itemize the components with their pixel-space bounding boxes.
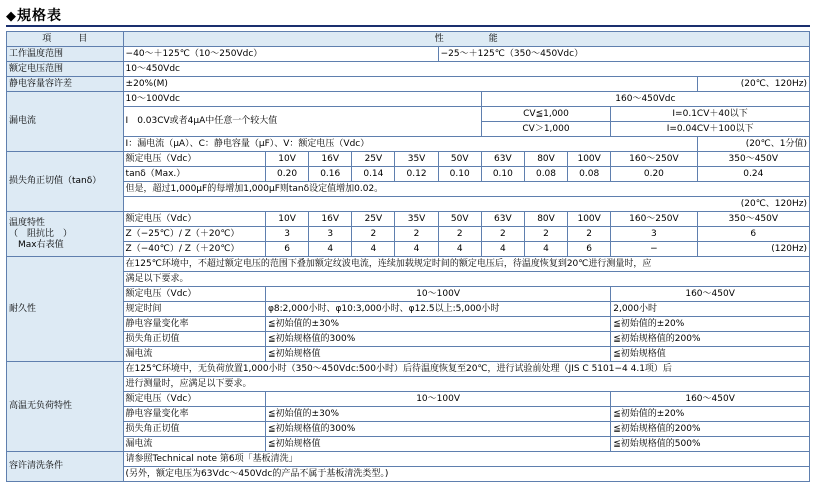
table-row bbox=[7, 317, 810, 332]
tand-value-1: 0.16 bbox=[309, 167, 352, 182]
tand-value-7: 0.08 bbox=[568, 167, 611, 182]
tand-voltage-3: 35V bbox=[395, 152, 438, 167]
table-header-row bbox=[7, 32, 810, 47]
temp-char-voltage-label: 额定电压（Vdc） bbox=[123, 212, 265, 227]
table-row bbox=[7, 227, 810, 242]
table-row bbox=[7, 92, 810, 107]
temp-char-z40-4: 4 bbox=[438, 242, 481, 257]
temp-char-voltage-4: 50V bbox=[438, 212, 481, 227]
endurance-cap-change-b: ≦初始值的±20% bbox=[611, 317, 810, 332]
cap-tolerance-value: ±20%(M) bbox=[123, 77, 697, 92]
operating-temp-value-1: −40～＋125℃（10～250Vdc） bbox=[123, 47, 438, 62]
leakage-cv-gt-1000: CV＞1,000 bbox=[481, 122, 610, 137]
temp-char-z25-4: 2 bbox=[438, 227, 481, 242]
tand-voltage-5: 63V bbox=[481, 152, 524, 167]
leakage-formula-1: Ⅰ=0.1CV＋40以下 bbox=[611, 107, 810, 122]
high-temp-leakage-label: 漏电流 bbox=[123, 437, 265, 452]
temp-char-z40-2: 4 bbox=[352, 242, 395, 257]
tand-voltage-6: 80V bbox=[524, 152, 567, 167]
table-row bbox=[7, 197, 810, 212]
header-item: 項 目 bbox=[7, 32, 124, 47]
endurance-leakage-b: ≦初始规格值 bbox=[611, 347, 810, 362]
leakage-condition-a: Ⅰ 0.03CV或者4μA中任意一个较大值 bbox=[123, 107, 481, 137]
temp-char-z40-5: 4 bbox=[481, 242, 524, 257]
temp-char-z40-label: Z（−40℃）/ Z（＋20℃） bbox=[123, 242, 265, 257]
table-row bbox=[7, 287, 810, 302]
endurance-tand-a: ≦初始规格值的300% bbox=[265, 332, 610, 347]
table-row bbox=[7, 137, 810, 152]
tand-value-3: 0.12 bbox=[395, 167, 438, 182]
table-row bbox=[7, 47, 810, 62]
leakage-legend: Ⅰ：漏电流（μA）、C：静电容量（μF）、V：额定电压（Vdc） bbox=[123, 137, 697, 152]
row-label-operating-temp: 工作温度范围 bbox=[7, 47, 124, 62]
row-label-high-temp-no-load: 高温无负荷特性 bbox=[7, 362, 124, 452]
tand-voltage-8: 160～250V bbox=[611, 152, 697, 167]
table-row bbox=[7, 302, 810, 317]
row-label-tand: 损失角正切值（tanδ） bbox=[7, 152, 124, 212]
endurance-leakage-label: 漏电流 bbox=[123, 347, 265, 362]
temp-char-z25-1: 3 bbox=[309, 227, 352, 242]
temp-char-voltage-0: 10V bbox=[265, 212, 308, 227]
tand-voltage-9: 350～450V bbox=[697, 152, 809, 167]
high-temp-tand-label: 损失角正切值 bbox=[123, 422, 265, 437]
temp-char-label-line1: 温度特性 bbox=[9, 217, 46, 228]
temp-char-z25-6: 2 bbox=[524, 227, 567, 242]
high-temp-cap-change-a: ≦初始值的±30% bbox=[265, 407, 610, 422]
high-temp-cap-change-b: ≦初始值的±20% bbox=[611, 407, 810, 422]
leakage-cv-le-1000: CV≦1,000 bbox=[481, 107, 610, 122]
rated-voltage-value: 10～450Vdc bbox=[123, 62, 809, 77]
tand-max-label: tanδ（Max.） bbox=[123, 167, 265, 182]
temp-char-z40-8: − bbox=[611, 242, 697, 257]
table-row bbox=[7, 407, 810, 422]
temp-char-z40-3: 4 bbox=[395, 242, 438, 257]
page-title: 規格表 bbox=[17, 8, 62, 24]
endurance-rated-voltage-b: 160～450V bbox=[611, 287, 810, 302]
row-label-leakage: 漏电流 bbox=[7, 92, 124, 152]
temp-char-z40-7: 6 bbox=[568, 242, 611, 257]
row-label-temp-characteristics bbox=[7, 212, 124, 257]
high-temp-rated-voltage-a: 10～100V bbox=[265, 392, 610, 407]
table-row bbox=[7, 257, 810, 272]
table-row bbox=[7, 167, 810, 182]
tand-value-0: 0.20 bbox=[265, 167, 308, 182]
tand-note: (20℃、120Hz) bbox=[123, 197, 809, 212]
temp-char-z25-8: 3 bbox=[611, 227, 697, 242]
leakage-note: (20℃、1分值) bbox=[697, 137, 809, 152]
high-temp-rated-voltage-label: 额定电压（Vdc） bbox=[123, 392, 265, 407]
endurance-cap-change-a: ≦初始值的±30% bbox=[265, 317, 610, 332]
endurance-desc-line1: 在125℃环境中，不超过额定电压的范围下叠加额定纹波电流，连续加载规定时间的额定电压后，待温度恢复到20℃进行测量时，应 bbox=[123, 257, 809, 272]
temp-char-voltage-3: 35V bbox=[395, 212, 438, 227]
endurance-duration-a: φ8:2,000小时、φ10:3,000小时、φ12.5以上:5,000小时 bbox=[265, 302, 610, 317]
temp-char-z25-label: Z（−25℃）/ Z（＋20℃） bbox=[123, 227, 265, 242]
temp-char-z25-3: 2 bbox=[395, 227, 438, 242]
leakage-range-b: 160～450Vdc bbox=[481, 92, 809, 107]
tand-voltage-2: 25V bbox=[352, 152, 395, 167]
cleaning-line2: (另外，额定电压为63Vdc～450Vdc的产品不属于基板清洗类型。) bbox=[123, 467, 809, 482]
row-label-cap-tolerance: 静电容量容许差 bbox=[7, 77, 124, 92]
tand-value-8: 0.20 bbox=[611, 167, 697, 182]
endurance-cap-change-label: 静电容量变化率 bbox=[123, 317, 265, 332]
temp-char-voltage-2: 25V bbox=[352, 212, 395, 227]
temp-char-label-line3: Max右表值 bbox=[9, 239, 64, 250]
temp-char-note: (120Hz) bbox=[697, 242, 809, 257]
endurance-desc-line2: 满足以下要求。 bbox=[123, 272, 809, 287]
diamond-icon: ◆ bbox=[6, 9, 16, 24]
table-row bbox=[7, 467, 810, 482]
tand-voltage-0: 10V bbox=[265, 152, 308, 167]
high-temp-cap-change-label: 静电容量变化率 bbox=[123, 407, 265, 422]
tand-voltage-7: 100V bbox=[568, 152, 611, 167]
temp-char-voltage-8: 160～250V bbox=[611, 212, 697, 227]
high-temp-tand-a: ≦初始规格值的300% bbox=[265, 422, 610, 437]
table-row bbox=[7, 392, 810, 407]
temp-char-voltage-7: 100V bbox=[568, 212, 611, 227]
table-row bbox=[7, 77, 810, 92]
tand-footnote: 但是，超过1,000μF的每增加1,000μF则tanδ设定值增加0.02。 bbox=[123, 182, 809, 197]
temp-char-z25-5: 2 bbox=[481, 227, 524, 242]
table-row bbox=[7, 452, 810, 467]
page-title-bar bbox=[6, 4, 810, 27]
operating-temp-value-2: −25～＋125℃（350～450Vdc） bbox=[438, 47, 809, 62]
endurance-rated-voltage-a: 10～100V bbox=[265, 287, 610, 302]
tand-value-4: 0.10 bbox=[438, 167, 481, 182]
table-row bbox=[7, 242, 810, 257]
high-temp-rated-voltage-b: 160～450V bbox=[611, 392, 810, 407]
high-temp-desc-line1: 在125℃环境中，无负荷放置1,000小时（350～450Vdc:500小时）后待温度恢复至20℃，进行试验前处理（JIS C 5101−4 4.1项）后 bbox=[123, 362, 809, 377]
table-row bbox=[7, 332, 810, 347]
high-temp-leakage-a: ≦初始规格值 bbox=[265, 437, 610, 452]
tand-voltage-4: 50V bbox=[438, 152, 481, 167]
tand-voltage-1: 16V bbox=[309, 152, 352, 167]
high-temp-tand-b: ≦初始规格值的200% bbox=[611, 422, 810, 437]
cap-tolerance-note: (20℃、120Hz) bbox=[697, 77, 809, 92]
table-row bbox=[7, 272, 810, 287]
table-row bbox=[7, 212, 810, 227]
endurance-tand-b: ≦初始规格值的200% bbox=[611, 332, 810, 347]
endurance-rated-voltage-label: 额定电压（Vdc） bbox=[123, 287, 265, 302]
table-row bbox=[7, 362, 810, 377]
leakage-formula-2: Ⅰ=0.04CV＋100以下 bbox=[611, 122, 810, 137]
tand-value-9: 0.24 bbox=[697, 167, 809, 182]
table-row bbox=[7, 422, 810, 437]
tand-value-5: 0.10 bbox=[481, 167, 524, 182]
table-row bbox=[7, 182, 810, 197]
table-row bbox=[7, 152, 810, 167]
tand-value-6: 0.08 bbox=[524, 167, 567, 182]
temp-char-voltage-5: 63V bbox=[481, 212, 524, 227]
table-row bbox=[7, 107, 810, 122]
table-row bbox=[7, 377, 810, 392]
high-temp-leakage-b: ≦初始规格值的500% bbox=[611, 437, 810, 452]
temp-char-label-line2: （ 阻抗比 ） bbox=[9, 228, 73, 239]
temp-char-z25-2: 2 bbox=[352, 227, 395, 242]
table-row bbox=[7, 347, 810, 362]
high-temp-desc-line2: 进行测量时，应满足以下要求。 bbox=[123, 377, 809, 392]
cleaning-line1: 请参照Technical note 第6项「基板清洗」 bbox=[123, 452, 809, 467]
row-label-cleaning: 容许清洗条件 bbox=[7, 452, 124, 482]
endurance-tand-label: 损失角正切值 bbox=[123, 332, 265, 347]
temp-char-z40-0: 6 bbox=[265, 242, 308, 257]
row-label-rated-voltage: 额定电压范围 bbox=[7, 62, 124, 77]
endurance-duration-label: 规定时间 bbox=[123, 302, 265, 317]
temp-char-z25-7: 2 bbox=[568, 227, 611, 242]
endurance-duration-b: 2,000小时 bbox=[611, 302, 810, 317]
tand-value-2: 0.14 bbox=[352, 167, 395, 182]
endurance-leakage-a: ≦初始规格值 bbox=[265, 347, 610, 362]
row-label-endurance: 耐久性 bbox=[7, 257, 124, 362]
temp-char-voltage-9: 350～450V bbox=[697, 212, 809, 227]
temp-char-voltage-1: 16V bbox=[309, 212, 352, 227]
temp-char-z40-6: 4 bbox=[524, 242, 567, 257]
temp-char-z25-0: 3 bbox=[265, 227, 308, 242]
table-row bbox=[7, 437, 810, 452]
table-row bbox=[7, 62, 810, 77]
temp-char-voltage-6: 80V bbox=[524, 212, 567, 227]
specification-table bbox=[6, 31, 810, 482]
header-performance: 性 能 bbox=[123, 32, 809, 47]
temp-char-z25-9: 6 bbox=[697, 227, 809, 242]
tand-voltage-label: 额定电压（Vdc） bbox=[123, 152, 265, 167]
temp-char-z40-1: 4 bbox=[309, 242, 352, 257]
leakage-range-a: 10～100Vdc bbox=[123, 92, 481, 107]
